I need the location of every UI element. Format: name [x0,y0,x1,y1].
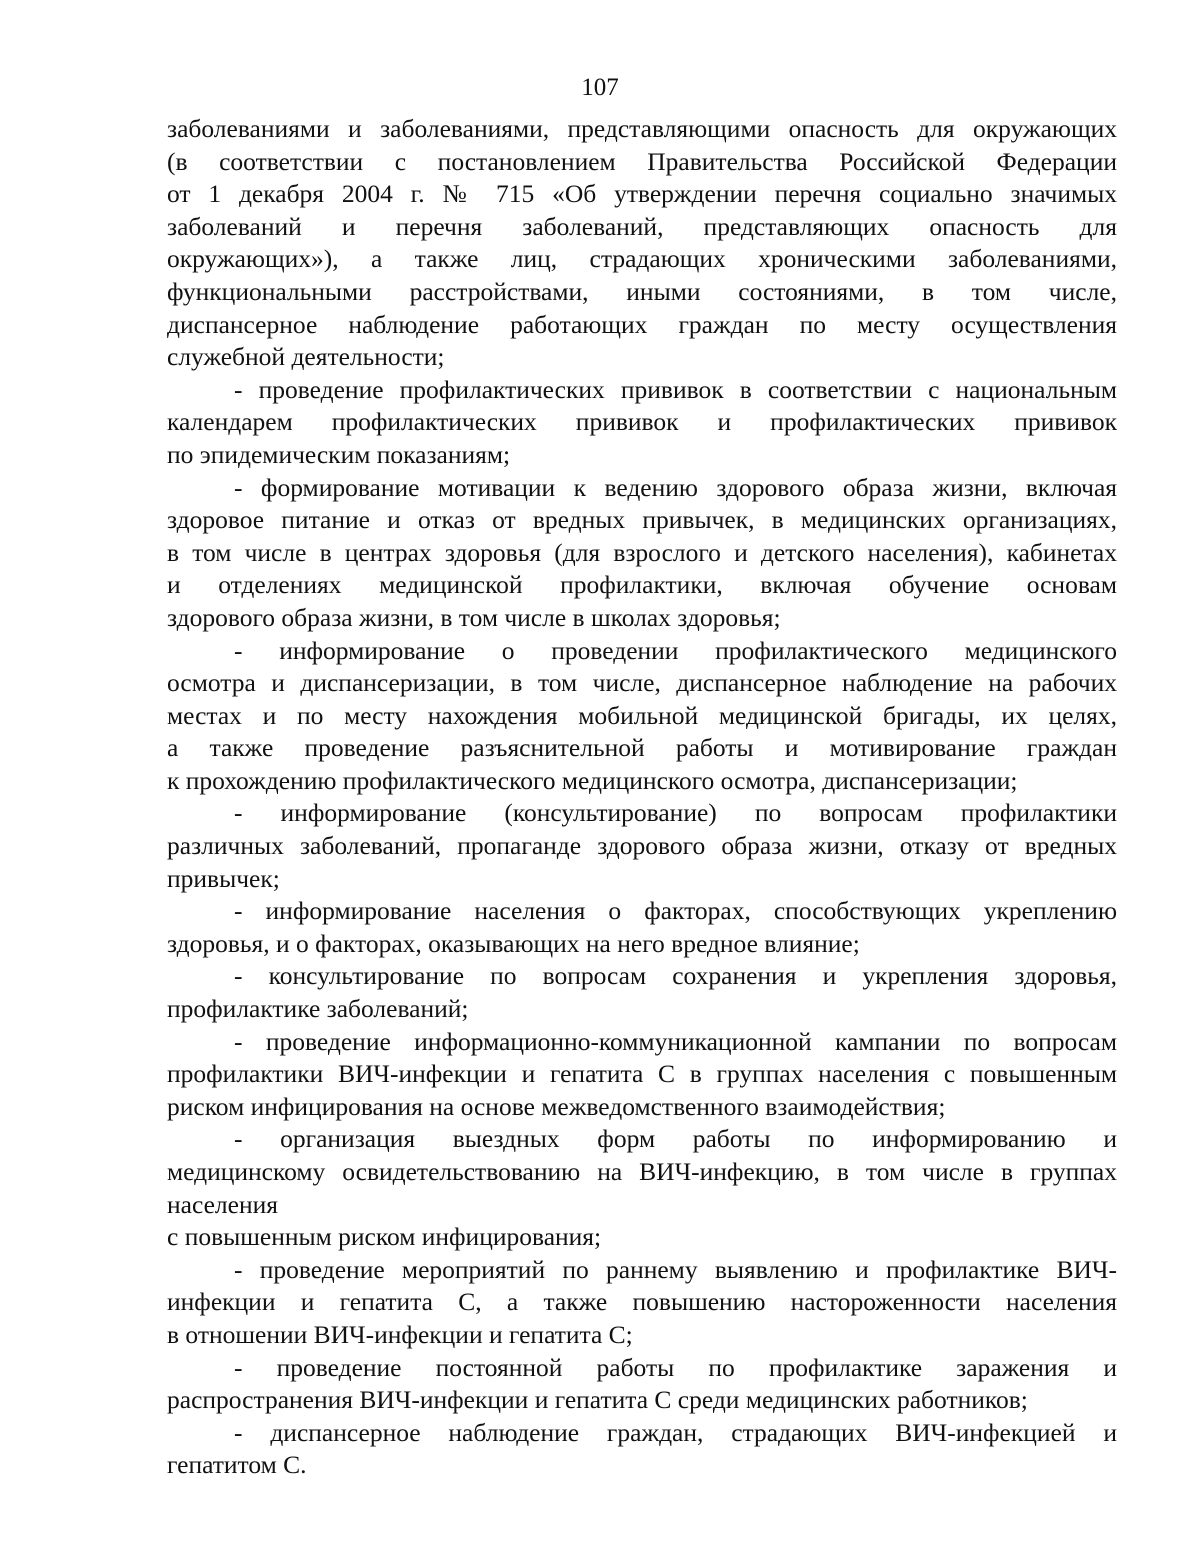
text-line: с повышенным риском инфицирования; [167,1222,602,1252]
paragraph [167,1417,1117,1482]
text-line: - информирование (консультирование) по вопросам профилактики [234,798,1117,828]
text-line: - диспансерное наблюдение граждан, страдающих ВИЧ-инфекцией и [234,1417,1117,1447]
text-line: функциональными расстройствами, иными состояниями, в том числе, [167,276,1117,306]
text-line: гепатитом С. [167,1450,307,1480]
text-line: от 1 декабря 2004 г. № 715 «Об утверждении перечня социально значимых [167,179,1117,209]
text-line: местах и по месту нахождения мобильной медицинской бригады, их целях, [167,700,1117,730]
text-line: и отделениях медицинской профилактики, включая обучение основам [167,570,1117,600]
text-line: - проведение информационно-коммуникационной кампании по вопросам [234,1026,1117,1056]
text-line: диспансерное наблюдение работающих граждан по месту осуществления [167,309,1117,339]
text-line: распространения ВИЧ-инфекции и гепатита С среди медицинских работников; [167,1385,1028,1415]
text-line: населения [167,1189,278,1219]
text-line: календарем профилактических прививок и профилактических прививок [167,407,1117,437]
paragraph [167,374,1117,472]
document-body [167,113,1117,1482]
text-line: по эпидемическим показаниям; [167,439,511,469]
paragraph [167,895,1117,960]
text-line: - формирование мотивации к ведению здорового образа жизни, включая [234,472,1117,502]
text-line: профилактике заболеваний; [167,994,469,1024]
text-line: окружающих»), а также лиц, страдающих хроническими заболеваниями, [167,244,1117,274]
text-line: - консультирование по вопросам сохранения и укрепления здоровья, [234,961,1117,991]
paragraph [167,1123,1117,1221]
text-line: - проведение профилактических прививок в соответствии с национальным [234,374,1117,404]
text-line: служебной деятельности; [167,342,445,372]
paragraph [167,113,1117,374]
text-line: заболеваниями и заболеваниями, представляющими опасность для окружающих [167,114,1117,143]
text-line: - проведение постоянной работы по профилактике заражения и [234,1352,1117,1382]
paragraph [167,1026,1117,1124]
text-line: к прохождению профилактического медицинского осмотра, диспансеризации; [167,765,1018,795]
paragraph [167,635,1117,798]
text-line: - информирование населения о факторах, способствующих укреплению [234,896,1117,926]
text-line: здорового образа жизни, в том числе в школах здоровья; [167,602,781,632]
paragraph [167,1254,1117,1352]
text-line: здоровья, и о факторах, оказывающих на него вредное влияние; [167,928,860,958]
text-line: инфекции и гепатита С, а также повышению настороженности населения [167,1287,1117,1317]
text-line: здоровое питание и отказ от вредных привычек, в медицинских организациях, [167,505,1117,535]
text-line: (в соответствии с постановлением Правительства Российской Федерации [167,146,1117,176]
text-line: осмотра и диспансеризации, в том числе, диспансерное наблюдение на рабочих [167,668,1117,698]
paragraph [167,472,1117,635]
text-line: профилактики ВИЧ-инфекции и гепатита С в группах населения с повышенным [167,1059,1117,1089]
page-number: 107 [581,74,619,101]
paragraph [167,960,1117,1025]
text-line: привычек; [167,863,280,893]
text-line: - информирование о проведении профилактического медицинского [234,635,1117,665]
text-line: заболеваний и перечня заболеваний, представляющих опасность для [167,211,1117,241]
text-line: медицинскому освидетельствованию на ВИЧ-инфекцию, в том числе в группах [167,1157,1117,1186]
text-line: а также проведение разъяснительной работы и мотивирование граждан [167,733,1117,763]
text-line: в отношении ВИЧ-инфекции и гепатита С; [167,1319,633,1349]
text-line: в том числе в центрах здоровья (для взрослого и детского населения), кабинетах [167,537,1117,567]
paragraph [167,797,1117,895]
text-line: - организация выездных форм работы по информированию и [234,1124,1117,1154]
text-line: риском инфицирования на основе межведомственного взаимодействия; [167,1091,946,1121]
paragraph [167,1352,1117,1417]
text-line: различных заболеваний, пропаганде здорового образа жизни, отказу от вредных [167,831,1117,861]
text-line: - проведение мероприятий по раннему выявлению и профилактике ВИЧ- [234,1254,1117,1284]
paragraph [167,1221,1117,1254]
